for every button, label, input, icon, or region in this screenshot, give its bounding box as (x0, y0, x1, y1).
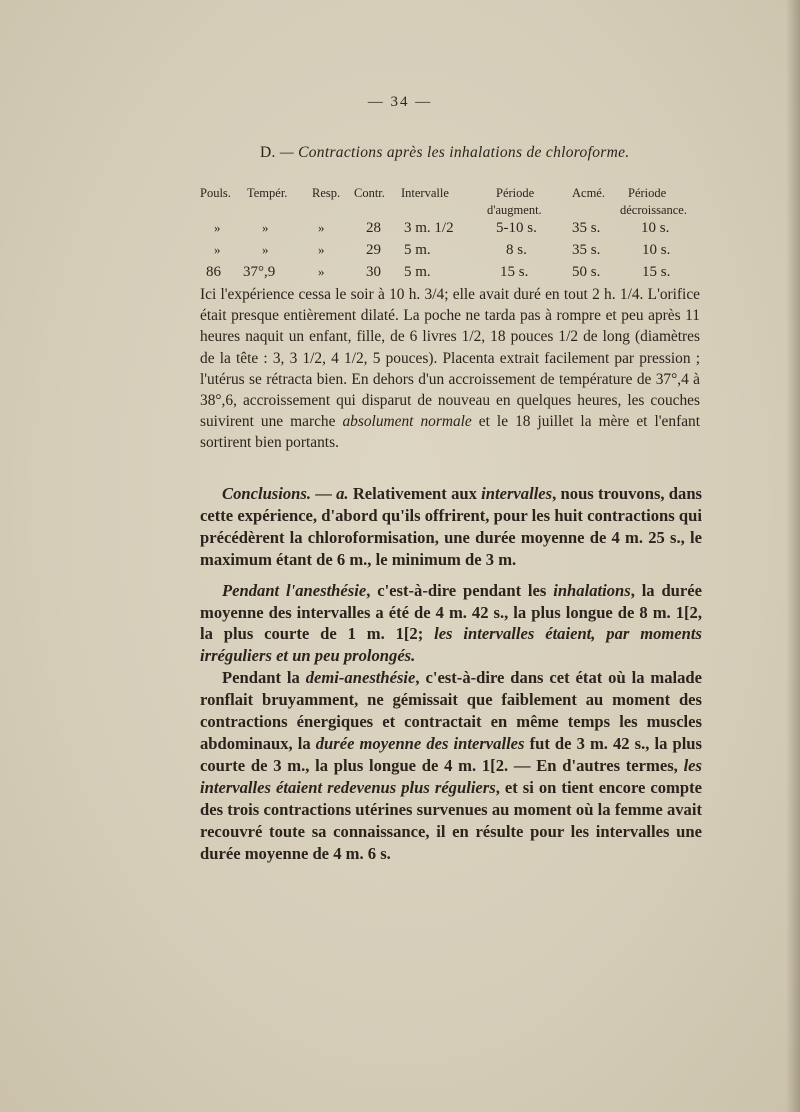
header-contr: Contr. (354, 186, 385, 200)
table-cell: » (318, 220, 325, 235)
section-title-text: — Contractions après les inhalations de chloroforme. (279, 144, 630, 161)
table-cell: 10 s. (642, 242, 671, 258)
table-cell: 50 s. (572, 264, 601, 280)
page-edge-shadow (786, 0, 800, 1112)
para1-text-1: Ici l'expérience cessa le soir à 10 h. 3/4; elle avait duré en tout 2 h. 1/4. L'orifice était presque entièrement dilaté. La poche ne tarda pas à rompre et peu après 11 heures naquit un enfant, fille, de 6 livres 1/2, 18 pouces 1/2 de long (diamètres de la tête : 3, 3 1/2, 4 1/2, 5 pouces). Placenta extrait facilement par pression ; l'utérus se rétracta bien. En dehors d'un accroissement de température de 37°,4 à 38°,6, accroissement qui disparut de nouveau en quelques heures, les couches suivirent une marche (200, 286, 700, 431)
table-cell: 10 s. (641, 220, 670, 236)
header-intervalle: Intervalle (401, 186, 449, 200)
header-periode-decr: Période (628, 186, 667, 200)
page-number: — 34 — (367, 94, 433, 110)
text: Relativement aux (348, 484, 482, 503)
table-cell: 35 s. (572, 242, 601, 258)
table-cell: » (214, 242, 221, 257)
table-cell: 28 (366, 220, 381, 236)
header-resp: Resp. (312, 186, 341, 200)
table-cell: 29 (366, 242, 381, 258)
table-cell: 37°,9 (243, 264, 276, 280)
text: , la durée moyenne des intervalles a été de 4 m. 42 s., la plus longue de 8 m. 1[2, la plus courte de 1 m. 1[2; (200, 580, 702, 644)
conclusions-paragraph-2 (200, 580, 702, 668)
table-cell: 15 s. (642, 264, 671, 280)
experiment-text (200, 284, 700, 454)
emphasis: inhalations (553, 580, 631, 600)
section-title (260, 144, 629, 162)
conclusions-paragraph-3 (200, 667, 702, 864)
header-acme: Acmé. (572, 186, 605, 200)
table-cell: 5 m. (404, 242, 431, 258)
section-letter: D. (260, 144, 276, 161)
conclusions-label: Conclusions. (222, 484, 311, 503)
emphasis: les intervalles étaient redevenus plus réguliers (200, 755, 702, 797)
table-cell: » (262, 242, 269, 257)
conclusions-section (200, 483, 702, 864)
table-cell: » (318, 242, 325, 257)
header-periode-augment-sub: d'augment. (487, 203, 542, 217)
table-cell: 5 m. (404, 264, 431, 280)
emphasis: les intervalles étaient, par moments irréguliers et un peu prolongés. (200, 624, 702, 666)
text: , c'est-à-dire pendant les (366, 580, 554, 600)
experiment-paragraph (200, 284, 700, 454)
emphasis: demi-anesthésie (305, 668, 416, 688)
table-cell: » (262, 220, 269, 235)
emphasis: intervalles (481, 484, 553, 503)
emphasis: Pendant l'anesthésie (222, 580, 367, 600)
text: , c'est-à-dire dans cet état où la malade ronflait bruyamment, ne gémissait que faiblement au moment des contractions énergiques et contractait en même temps les muscles abdominaux, la (200, 668, 702, 753)
table-cell: 3 m. 1/2 (404, 220, 454, 236)
measurements-table (0, 186, 800, 286)
text: fut de 3 m. 42 s., la plus courte de 3 m., la plus longue de 4 m. 1[2. — En d'autres termes, (200, 733, 702, 775)
table-cell: 86 (206, 264, 221, 280)
text: , nous trouvons, dans cette expérience, d'abord qu'ils offrirent, pour les huit contractions qui précédèrent la chloroformisation, une durée moyenne de 4 m. 25 s., le maximum étant de 6 m., le minimum de 3 m. (200, 484, 703, 569)
text: Pendant la (222, 668, 306, 688)
table-cell: » (214, 220, 221, 235)
table-cell: 30 (366, 264, 381, 280)
header-periode-augment: Période (496, 186, 535, 200)
table-cell: 35 s. (572, 220, 601, 236)
item-letter: a. (336, 484, 349, 503)
table-cell: 5-10 s. (496, 220, 537, 236)
header-periode-decr-sub: décroissance. (620, 203, 687, 217)
table-cell: » (318, 264, 325, 279)
para1-emphasis: absolument normale (342, 413, 472, 431)
para1-text-2: et le 18 juillet la mère et l'enfant sortirent bien portants. (200, 413, 700, 452)
text: , et si on tient encore compte des trois contractions utérines survenues au moment où la femme avait recouvré toute sa connaissance, il en résulte pour les intervalles une durée moyenne de 4 m. 6 s. (200, 777, 703, 863)
conclusions-paragraph-1 (200, 483, 702, 571)
emphasis: durée moyenne des intervalles (315, 733, 525, 753)
table-cell: 8 s. (506, 242, 527, 258)
header-pouls: Pouls. (200, 186, 231, 200)
header-temper: Tempér. (247, 186, 288, 200)
table-cell: 15 s. (500, 264, 529, 280)
text: — (311, 484, 337, 503)
